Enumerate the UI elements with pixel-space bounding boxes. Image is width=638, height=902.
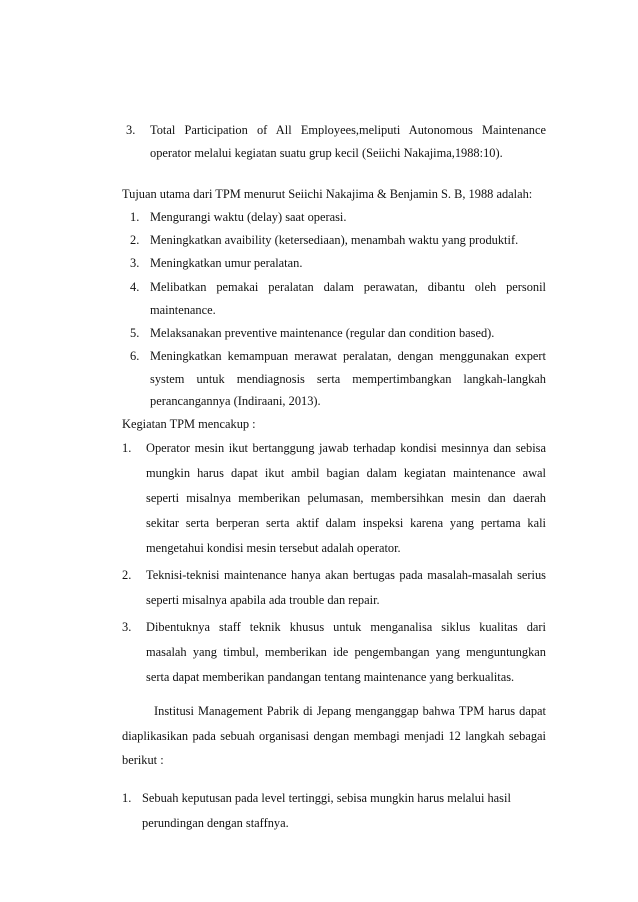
activity-text: serta dapat memberikan pandangan tentang maintenance yang berkualitas. xyxy=(146,670,515,684)
activity-text: masalah yang timbul, memberikan ide pengembangan yang menguntungkan xyxy=(146,645,546,659)
tpm-item-line: operator melalui kegiatan suatu grup kecil (Seiichi Nakajima,1988:10). xyxy=(150,146,503,160)
goal-text: Meningkatkan umur peralatan. xyxy=(150,256,303,270)
activity-text: Teknisi-teknisi maintenance hanya akan bertugas pada masalah-masalah serius xyxy=(146,568,546,582)
paragraph-line: Institusi Management Pabrik di Jepang menganggap bahwa TPM harus dapat xyxy=(154,704,546,718)
goal-number: 5. xyxy=(130,326,140,340)
goal-number: 4. xyxy=(130,280,140,294)
step-text: Sebuah keputusan pada level tertinggi, sebisa mungkin harus melalui hasil xyxy=(142,791,511,805)
activity-number: 3. xyxy=(122,620,132,634)
activity-text: Operator mesin ikut bertanggung jawab terhadap kondisi mesinnya dan sebisa xyxy=(146,441,546,455)
goal-text: Melibatkan pemakai peralatan dalam perawatan, dibantu oleh personil xyxy=(150,280,546,294)
goals-intro: Tujuan utama dari TPM menurut Seiichi Nakajima & Benjamin S. B, 1988 adalah: xyxy=(122,187,533,201)
paragraph-line: berikut : xyxy=(122,753,164,767)
goal-text: Meningkatkan avaibility (ketersediaan), menambah waktu yang produktif. xyxy=(150,233,519,247)
activity-text: seperti misalnya apabila ada trouble dan repair. xyxy=(146,593,380,607)
tpm-item-line: Total Participation of All Employees,meliputi Autonomous Maintenance xyxy=(150,123,546,137)
activity-text: sekitar serta berperan serta aktif dalam inspeksi karena yang pertama kali xyxy=(146,516,546,530)
goal-number: 3. xyxy=(130,256,140,270)
goal-text: perancangannya (Indiraani, 2013). xyxy=(150,394,321,408)
goal-number: 2. xyxy=(130,233,140,247)
activity-number: 2. xyxy=(122,568,132,582)
goal-text: Mengurangi waktu (delay) saat operasi. xyxy=(150,210,347,224)
goal-text: Meningkatkan kemampuan merawat peralatan, dengan menggunakan expert xyxy=(150,349,546,363)
goal-number: 1. xyxy=(130,210,140,224)
activity-number: 1. xyxy=(122,441,132,455)
activity-text: mungkin harus dapat ikut ambil bagian dalam kegiatan maintenance awal xyxy=(146,466,546,480)
step-number: 1. xyxy=(122,791,132,805)
tpm-item-number: 3. xyxy=(126,123,136,137)
paragraph-line: diaplikasikan pada sebuah organisasi dengan membagi menjadi 12 langkah sebagai xyxy=(122,729,546,743)
activity-text: Dibentuknya staff teknik khusus untuk menganalisa siklus kualitas dari xyxy=(146,620,546,634)
goal-text: maintenance. xyxy=(150,303,216,317)
goal-text: system untuk mendiagnosis serta mempertimbangkan langkah-langkah xyxy=(150,372,546,386)
activity-text: mengetahui kondisi mesin tersebut adalah operator. xyxy=(146,541,401,555)
activity-text: seperti misalnya memberikan pelumasan, membersihkan mesin dan daerah xyxy=(146,491,546,505)
goal-text: Melaksanakan preventive maintenance (regular dan condition based). xyxy=(150,326,495,340)
goal-number: 6. xyxy=(130,349,140,363)
step-text: perundingan dengan staffnya. xyxy=(142,816,289,830)
activities-intro: Kegiatan TPM mencakup : xyxy=(122,417,256,431)
